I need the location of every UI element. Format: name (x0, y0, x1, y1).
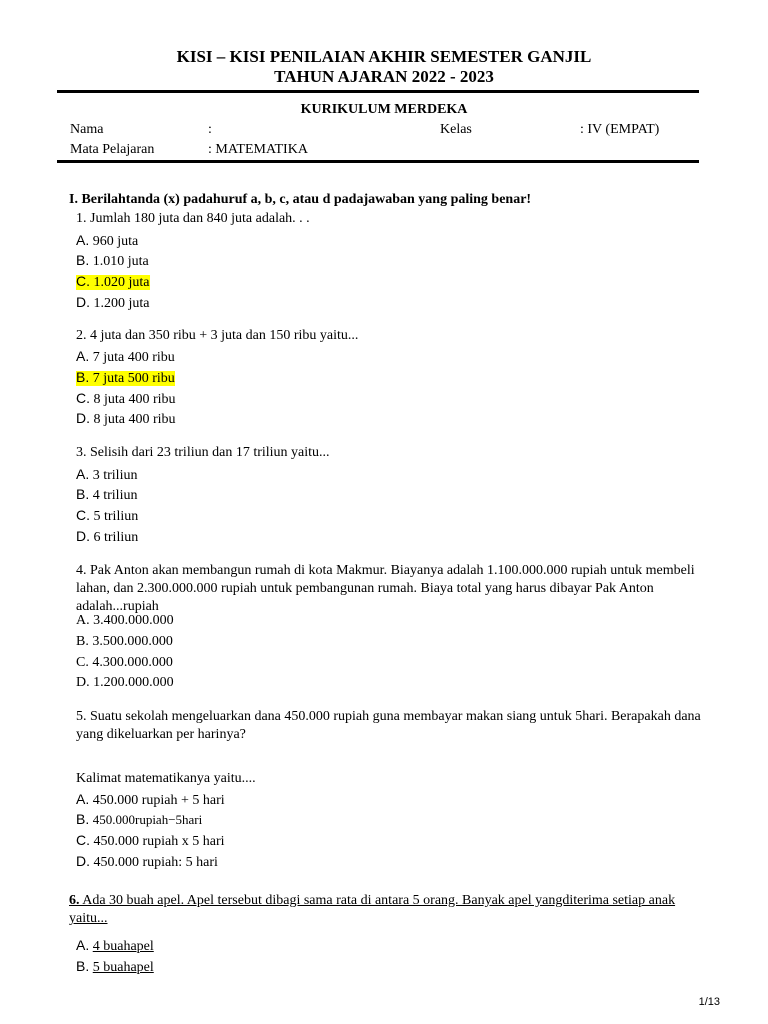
q5-option-b (76, 810, 202, 830)
q3-option-b (76, 485, 137, 505)
option-text: 5 triliun (93, 509, 139, 524)
q3-option-a (76, 465, 137, 485)
question-5-text: 5. Suatu sekolah mengeluarkan dana 450.000 rupiah guna membayar makan siang untuk 5hari. Berapakah dana yang dikeluarkan per harinya? (76, 709, 701, 742)
option-letter: A. (76, 937, 90, 953)
question-6-body: Ada 30 buah apel. Apel tersebut dibagi sama rata di antara 5 orang. Banyak apel yangditerima setiap anak yaitu... (69, 893, 676, 926)
header-top-rule (57, 90, 699, 93)
option-letter: B. (76, 252, 90, 268)
question-6-number: 6. (69, 893, 80, 908)
question-6-text (69, 892, 679, 928)
question-4-text: 4. Pak Anton akan membangun rumah di kota Makmur. Biayanya adalah 1.100.000.000 rupiah untuk membeli lahan, dan 2.300.000.000 rupiah untuk pembangunan rumah. Biaya total yang harus dibayar Pak Anton adalah...rupiah (76, 563, 695, 614)
nama-colon: : (208, 122, 212, 137)
option-text: 7 juta 500 ribu (92, 371, 175, 386)
q4-option-d: D. 1.200.000.000 (76, 675, 174, 690)
kelas-value: : IV (EMPAT) (580, 122, 660, 137)
option-letter: C. (76, 832, 90, 848)
mapel-label: Mata Pelajaran (70, 142, 155, 157)
header-bottom-rule (57, 160, 699, 163)
option-letter: B. (76, 958, 90, 974)
option-letter: C. (76, 273, 90, 289)
q6-option-b (76, 957, 154, 977)
q2-option-b-highlighted (76, 368, 175, 388)
option-text: 450.000 rupiah: 5 hari (93, 855, 218, 870)
q1-option-c-highlighted (76, 272, 150, 292)
question-2-text: 2. 4 juta dan 350 ribu + 3 juta dan 150 ribu yaitu... (76, 328, 359, 343)
q4-option-a: A. 3.400.000.000 (76, 613, 174, 628)
option-text: 5 buahapel (92, 960, 154, 975)
q2-option-d (76, 409, 176, 429)
option-text: 3 triliun (92, 468, 138, 483)
option-letter: D. (76, 528, 90, 544)
option-text: 8 juta 400 ribu (93, 392, 176, 407)
q4-option-c: C. 4.300.000.000 (76, 655, 173, 670)
option-text: 960 juta (92, 234, 139, 249)
q3-option-c (76, 506, 138, 526)
q2-option-a (76, 347, 175, 367)
option-text: 450.000 rupiah + 5 hari (92, 793, 225, 808)
kelas-label: Kelas (440, 122, 472, 137)
q1-option-d (76, 293, 150, 313)
option-text: 1.010 juta (92, 254, 149, 269)
option-letter: D. (76, 294, 90, 310)
option-text: 1.020 juta (93, 275, 150, 290)
option-letter: C. (76, 390, 90, 406)
q5-option-a (76, 790, 225, 810)
option-letter: D. (76, 853, 90, 869)
question-3-text: 3. Selisih dari 23 triliun dan 17 triliun yaitu... (76, 445, 330, 460)
page-number: 1/13 (698, 996, 720, 1008)
option-letter: A. (76, 232, 90, 248)
q4-option-b: B. 3.500.000.000 (76, 634, 173, 649)
option-text: 4 buahapel (92, 939, 154, 954)
option-text: 1.200 juta (93, 296, 150, 311)
option-letter: D. (76, 410, 90, 426)
q3-option-d (76, 527, 138, 547)
option-text: 8 juta 400 ribu (93, 412, 176, 427)
option-text: 450.000 rupiah x 5 hari (93, 834, 225, 849)
q5-option-d (76, 852, 218, 872)
q1-option-b (76, 251, 149, 271)
option-letter: B. (76, 369, 90, 385)
option-text: 4 triliun (92, 488, 138, 503)
q2-option-c (76, 389, 176, 409)
option-text: 6 triliun (93, 530, 139, 545)
option-letter: A. (76, 348, 90, 364)
option-text: 7 juta 400 ribu (92, 350, 175, 365)
document-subtitle: TAHUN AJARAN 2022 - 2023 (274, 67, 494, 86)
option-letter: A. (76, 791, 90, 807)
nama-label: Nama (70, 122, 104, 137)
option-letter: B. (76, 486, 90, 502)
question-1-text: 1. Jumlah 180 juta dan 840 juta adalah. . . (76, 211, 310, 226)
q5-option-c (76, 831, 225, 851)
option-letter: B. (76, 811, 90, 827)
q1-option-a (76, 231, 138, 251)
mapel-value: : MATEMATIKA (208, 142, 308, 157)
curriculum-label: KURIKULUM MERDEKA (300, 102, 468, 117)
option-letter: C. (76, 507, 90, 523)
q6-option-a (76, 936, 154, 956)
option-text: 450.000rupiah−5hari (92, 812, 203, 827)
option-letter: A. (76, 466, 90, 482)
document-title: KISI – KISI PENILAIAN AKHIR SEMESTER GANJIL (176, 47, 592, 66)
section-instruction: I. Berilahtanda (x) padahuruf a, b, c, atau d padajawaban yang paling benar! (69, 192, 532, 207)
q5-prompt: Kalimat matematikanya yaitu.... (76, 771, 256, 786)
